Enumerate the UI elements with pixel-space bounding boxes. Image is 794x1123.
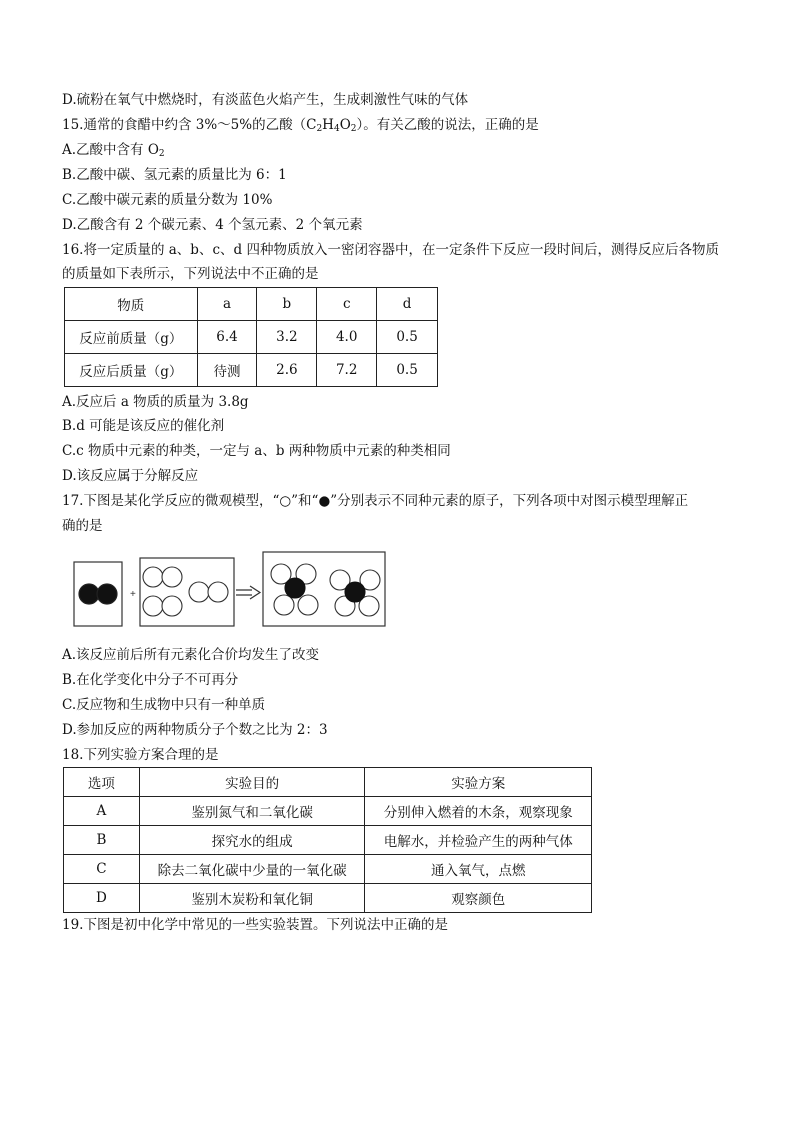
table-cell: 反应后质量（g） (65, 354, 198, 387)
q15-option-c: C.乙酸中碳元素的质量分数为 10% (62, 192, 273, 208)
white-atom (208, 582, 228, 602)
table-cell: C (64, 855, 140, 884)
q19-stem: 19.下图是初中化学中常见的一些实验装置。下列说法中正确的是 (62, 917, 448, 933)
table-cell: a (197, 288, 257, 321)
svg-text:+: + (130, 589, 136, 600)
table-cell: b (257, 288, 317, 321)
table-cell: B (64, 826, 140, 855)
q17-option-d: D.参加反应的两种物质分子个数之比为 2：3 (62, 722, 328, 738)
white-atom (143, 596, 163, 616)
table-header-row (64, 768, 592, 797)
table-cell: 除去二氧化碳中少量的一氧化碳 (139, 855, 365, 884)
table-cell: 分别伸入燃着的木条，观察现象 (365, 797, 592, 826)
table-cell: 物质 (65, 288, 198, 321)
table-cell: 6.4 (197, 321, 257, 354)
q17-option-c: C.反应物和生成物中只有一种单质 (62, 697, 266, 713)
q17-option-a: A.该反应前后所有元素化合价均发生了改变 (62, 647, 320, 663)
table-cell: c (317, 288, 377, 321)
table-cell: 鉴别木炭粉和氧化铜 (139, 884, 365, 913)
table-cell: 待测 (197, 354, 257, 387)
q15-option-a: A.乙酸中含有 $O_2$ (62, 142, 165, 159)
table-cell: 4.0 (317, 321, 377, 354)
q15-option-b: B.乙酸中碳、氢元素的质量比为 6：1 (62, 167, 287, 183)
table-cell: 选项 (64, 768, 140, 797)
table-cell: 7.2 (317, 354, 377, 387)
q16-option-b: B.d 可能是该反应的催化剂 (62, 418, 225, 434)
q16-option-c: C.c 物质中元素的种类，一定与 a、b 两种物质中元素的种类相同 (62, 443, 451, 459)
table-cell: 鉴别氮气和二氧化碳 (139, 797, 365, 826)
table-cell: 实验方案 (365, 768, 592, 797)
q17-stem-line2: 确的是 (62, 518, 103, 534)
table-cell: 3.2 (257, 321, 317, 354)
q16-stem-line2: 的质量如下表所示，下列说法中不正确的是 (62, 266, 319, 282)
dark-atom (79, 584, 99, 604)
table-cell: d (377, 288, 438, 321)
reaction-model-diagram (70, 548, 390, 632)
table-cell: 观察颜色 (365, 884, 592, 913)
table-row (64, 797, 592, 826)
white-atom (189, 582, 209, 602)
table-cell: 0.5 (377, 354, 438, 387)
white-atom (298, 595, 318, 615)
table-row (64, 884, 592, 913)
table-cell: 电解水，并检验产生的两种气体 (365, 826, 592, 855)
q16-stem-line1: 16.将一定质量的 a、b、c、d 四种物质放入一密闭容器中，在一定条件下反应一段时间后，测得反应后各物质 (62, 242, 719, 258)
arrow-icon (236, 586, 260, 599)
table-cell: 探究水的组成 (139, 826, 365, 855)
q18-stem: 18.下列实验方案合理的是 (62, 747, 219, 763)
white-atom (274, 595, 294, 615)
table-cell: 2.6 (257, 354, 317, 387)
table-cell: A (64, 797, 140, 826)
q14-option-d: D.硫粉在氧气中燃烧时，有淡蓝色火焰产生，生成刺激性气味的气体 (62, 92, 469, 108)
table-cell: 通入氧气，点燃 (365, 855, 592, 884)
table-cell: D (64, 884, 140, 913)
table-row (65, 321, 438, 354)
white-atom (162, 596, 182, 616)
table-cell: 实验目的 (139, 768, 365, 797)
q16-option-a: A.反应后 a 物质的质量为 3.8g (62, 394, 249, 410)
q17-stem-line1: 17.下图是某化学反应的微观模型，“○”和“●”分别表示不同种元素的原子，下列各项中对图示模型理解正 (62, 493, 689, 509)
q15-option-d: D.乙酸含有 2 个碳元素、4 个氢元素、2 个氧元素 (62, 217, 363, 233)
dark-atom (345, 582, 365, 602)
dark-atom (285, 578, 305, 598)
table-header-row (65, 288, 438, 321)
dark-atom (97, 584, 117, 604)
white-atom (143, 567, 163, 587)
table-cell: 0.5 (377, 321, 438, 354)
q18-experiment-table (63, 767, 592, 913)
q16-option-d: D.该反应属于分解反应 (62, 468, 199, 484)
table-row (64, 826, 592, 855)
table-row (65, 354, 438, 387)
table-row (64, 855, 592, 884)
white-atom (162, 567, 182, 587)
q15-stem: 15.通常的食醋中约含 3%～5%的乙酸$(C_2H_4O_2)$。有关乙酸的说法，正确的是 (62, 117, 539, 134)
q16-mass-table (64, 287, 438, 387)
q17-option-b: B.在化学变化中分子不可再分 (62, 672, 239, 688)
table-cell: 反应前质量（g） (65, 321, 198, 354)
